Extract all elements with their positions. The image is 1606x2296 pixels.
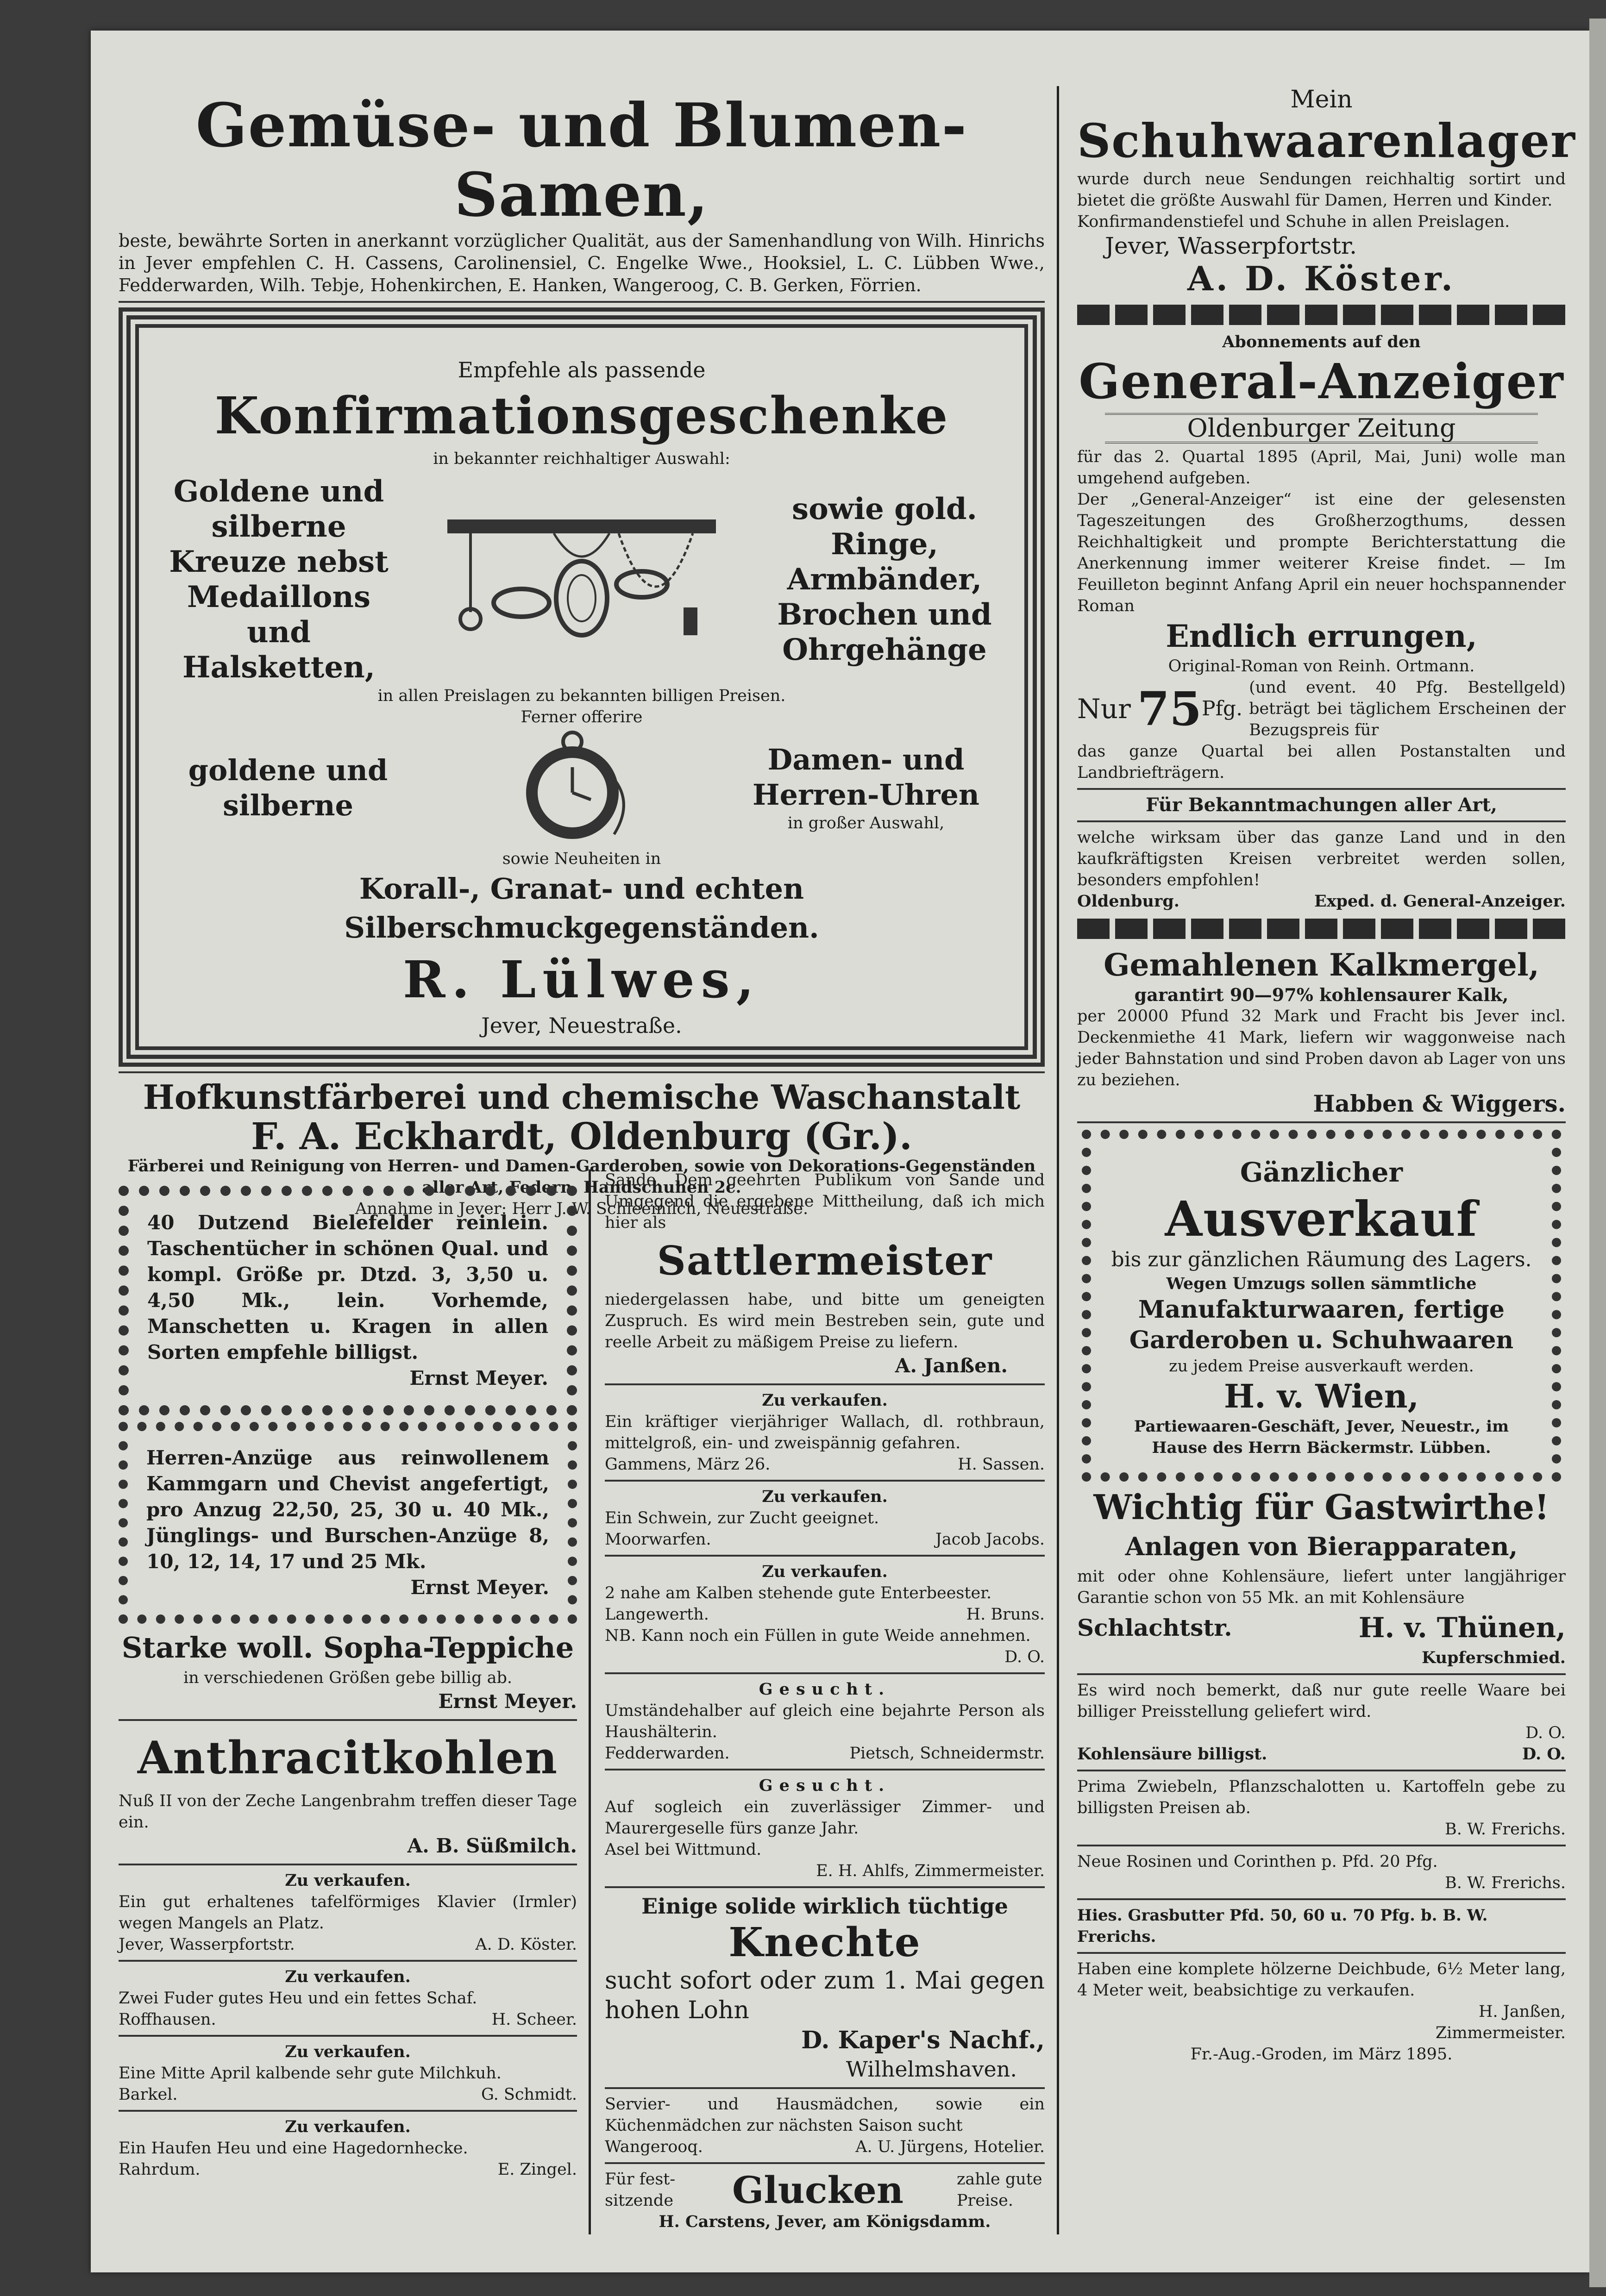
anzeiger-price: 75 <box>1137 682 1202 736</box>
anzeiger-text2: Der „General-Anzeiger“ ist eine der gelesensten Tageszeitungen des Großherzogthums, dessen Reichhaltigkeit und prompte Berichterstattung die Anerkennung immer weiterer Kreise findet. — Im Feuilleton beginnt Anfang April ein neuer hochspannender Roman <box>1077 490 1566 615</box>
glucken-row <box>605 2169 1045 2211</box>
glucken-sig: H. Carstens, Jever, am Königsdamm. <box>659 2212 991 2231</box>
m1-sig: H. Sassen. <box>958 1455 1045 1474</box>
anzeiger-abo: Abonnements auf den <box>1222 332 1421 351</box>
middle-sale-1 <box>605 1390 1045 1475</box>
divider <box>605 1383 1045 1385</box>
samen-title: Gemüse- und Blumen-Samen, <box>195 90 968 230</box>
knechte-text: sucht sofort oder zum 1. Mai gegen hohen Lohn <box>605 1967 1045 2024</box>
samen-ad <box>119 91 1045 296</box>
jewelry-illustration-icon <box>443 510 721 649</box>
left-sale-4 <box>119 2116 577 2180</box>
hotel-footer <box>605 2136 1045 2158</box>
vk3-sig: G. Schmidt. <box>481 2085 577 2104</box>
m3-nbsig: D. O. <box>1004 1648 1045 1666</box>
m2-head: Zu verkaufen. <box>762 1487 888 1506</box>
deichbude-sig: H. Janßen, <box>1479 2002 1566 2021</box>
divider <box>605 2162 1045 2164</box>
divider <box>119 1864 577 1865</box>
vk1-footer <box>119 1934 577 1955</box>
divider <box>119 1719 577 1721</box>
luelwes-name: R. Lülwes, <box>402 950 761 1009</box>
kohlensaeure-ad <box>1077 1744 1566 1765</box>
wien-l4: Manufakturwaaren, fertige Garderoben u. Schuhwaaren <box>1129 1295 1514 1354</box>
luelwes-ad <box>119 307 1045 1067</box>
kalk-ad <box>1077 945 1566 1117</box>
gastwirthe-sig: H. v. Thünen, <box>1358 1612 1566 1644</box>
watch-right-block <box>727 742 1005 834</box>
anzeiger-nur: Nur <box>1077 693 1131 725</box>
eckhardt-title: Hofkunstfärberei und chemische Waschanstalt <box>143 1077 1021 1117</box>
sattler-title: Sattlermeister <box>657 1238 993 1284</box>
meyer-handkerchief-ad <box>119 1186 577 1415</box>
anzeiger-price-row <box>1077 677 1566 741</box>
vk4-place: Rahrdum. <box>119 2160 201 2179</box>
vk1-sig: A. D. Köster. <box>475 1935 577 1954</box>
vk4-footer <box>119 2159 577 2180</box>
anzeiger-author: Original-Roman von Reinh. Ortmann. <box>1168 657 1475 676</box>
sattler-intro: Sande. Dem geehrten Publikum von Sande und Umgegend die ergebene Mittheilung, daß ich mich hier als <box>605 1171 1045 1232</box>
anzeiger-title: General-Anzeiger <box>1079 353 1564 410</box>
anzeiger-pricenote: (und event. 40 Pfg. Bestellgeld) beträgt bei täglichem Erscheinen der Bezugspreis für <box>1249 678 1566 739</box>
meyer1-sig: Ernst Meyer. <box>409 1367 548 1389</box>
watch-left: goldene und silberne <box>188 753 388 822</box>
kohlensaeure-text: Kohlensäure billigst. <box>1077 1745 1267 1764</box>
divider <box>605 1672 1045 1674</box>
kalk-sub: garantirt 90—97% kohlensaurer Kalk, <box>1134 984 1509 1005</box>
m3-nb: NB. Kann noch ein Füllen in gute Weide annehmen. <box>605 1627 1031 1645</box>
wien-ad <box>1082 1130 1561 1482</box>
divider <box>1077 820 1566 822</box>
koester-ad <box>1077 86 1576 298</box>
jewelry-row <box>158 474 1005 685</box>
m4-text: Umständehalber auf gleich eine bejahrte Person als Haushälterin. <box>605 1702 1045 1741</box>
anzeiger-text3: das ganze Quartal bei allen Postanstalten und Landbriefträgern. <box>1077 742 1566 782</box>
teppiche-title: Starke woll. Sopha-Teppiche <box>121 1631 574 1664</box>
koester-text2: Konfirmandenstiefel und Schuhe in allen Preislagen. <box>1077 213 1510 231</box>
hotel-text: Servier- und Hausmädchen, sowie ein Küchenmädchen zur nächsten Saison sucht <box>605 2095 1045 2135</box>
glucken-right: zahle gute Preise. <box>956 2170 1042 2210</box>
luelwes-right-items: sowie gold. Ringe, Armbänder, Brochen und Ohrgehänge <box>777 492 992 667</box>
samen-text: beste, bewährte Sorten in anerkannt vorzüglicher Qualität, aus der Samenhandlung von Wilh. Hinrichs in Jever empfehlen C. H. Cassens, Carolinensiel, C. Engelke Wwe., Hooksiel, L. C. Lübben Wwe., Fedderwarden, Wilh. Tebje, Hohenkirchen, E. Hanken, Wangeroog, C. B. Gerken, Förrien. <box>119 231 1045 295</box>
m5-place: Asel bei Wittmund. <box>605 1840 762 1859</box>
teppiche-sig: Ernst Meyer. <box>438 1690 577 1713</box>
meyer-suits-ad <box>119 1422 577 1624</box>
vk4-text: Ein Haufen Heu und eine Hagedornhecke. <box>119 2139 468 2158</box>
gastwirthe-footer <box>1077 1608 1566 1647</box>
divider <box>605 2087 1045 2089</box>
right-column <box>1077 86 1576 2065</box>
divider <box>1077 1121 1566 1123</box>
kalk-title: Gemahlenen Kalkmergel, <box>1104 947 1539 983</box>
divider <box>1077 1898 1566 1900</box>
sattler-sig: A. Janßen. <box>895 1354 1008 1377</box>
gastwirthe-text: mit oder ohne Kohlensäure, liefert unter langjähriger Garantie schon von 55 Mk. an mit Kohlensäure <box>1077 1567 1566 1607</box>
deichbude-role: Zimmermeister. <box>1435 2024 1566 2042</box>
m1-place: Gammens, März 26. <box>605 1455 771 1474</box>
gastwirthe-role: Kupferschmied. <box>1421 1648 1566 1667</box>
zwiebeln-ad <box>1077 1776 1566 1840</box>
left-sale-2 <box>119 1966 577 2030</box>
koester-text: wurde durch neue Sendungen reichhaltig sortirt und bietet die größte Auswahl für Damen, Herren und Kinder. <box>1077 170 1566 210</box>
divider <box>605 1769 1045 1770</box>
ornamental-bar <box>1077 305 1566 325</box>
vk1-place: Jever, Wasserpfortstr. <box>119 1935 295 1954</box>
knechte-ad <box>605 1893 1045 2083</box>
sattler-ad <box>605 1170 1045 1379</box>
watch-row <box>158 728 1005 848</box>
meyer1-text: 40 Dutzend Bielefelder reinlein. Taschentücher in schönen Qual. und kompl. Größe pr. Dtzd. 3, 3,50 u. 4,50 Mk., lein. Vorhemde, Manschetten u. Kragen in allen Sorten empfehle billigst. <box>147 1211 548 1364</box>
anzeiger-text1: für das 2. Quartal 1895 (April, Mai, Juni) wolle man umgehend aufgeben. <box>1077 448 1566 488</box>
m4-sig: Pietsch, Schneidermstr. <box>849 1744 1045 1763</box>
anzeiger-roman: Endlich errungen, <box>1166 618 1477 654</box>
m2-text: Ein Schwein, zur Zucht geeignet. <box>605 1509 879 1527</box>
divider <box>1077 1952 1566 1954</box>
anzeiger-bek: Für Bekanntmachungen aller Art, <box>1146 794 1497 816</box>
luelwes-left-items: Goldene und silberne Kreuze nebst Medaillons und Halsketten, <box>169 474 389 685</box>
kohlen-sig: A. B. Süßmilch. <box>407 1834 577 1857</box>
meyer2-text: Herren-Anzüge aus reinwollenem Kammgarn und Chevist angefertigt, pro Anzug 22,50, 25, 30 u. 40 Mk., Jünglings- und Burschen-Anzüge 8, 10, 12, 14, 17 und 25 Mk. <box>146 1446 549 1573</box>
deichbude-ad <box>1077 1958 1566 2065</box>
middle-sale-3 <box>605 1561 1045 1668</box>
middle-column <box>605 1170 1045 2233</box>
wien-l6: Partiewaaren-Geschäft, Jever, Neuestr., im Hause des Herrn Bäckermstr. Lübben. <box>1134 1417 1509 1457</box>
kalk-text: per 20000 Pfund 32 Mark und Fracht bis Jever incl. Deckenmiethe 41 Mark, liefern wir waggonweise nach jeder Bahnstation und sind Proben davon ab Lager von uns zu beziehen. <box>1077 1007 1566 1089</box>
newspaper-page <box>91 31 1589 2272</box>
anzeiger-sig: Exped. d. General-Anzeiger. <box>1314 892 1566 911</box>
deichbude-text: Haben eine komplete hölzerne Deichbude, 6½ Meter lang, 4 Meter weit, beabsichtige zu verkaufen. <box>1077 1960 1566 2000</box>
m1-footer <box>605 1454 1045 1475</box>
divider <box>119 2035 577 2037</box>
m4-place: Fedderwarden. <box>605 1744 730 1763</box>
column-rule-right <box>1057 86 1059 2234</box>
divider <box>1077 1770 1566 1771</box>
eckhardt-text: Färberei und Reinigung von Herren- und Damen-Garderoben, sowie von Dekorations-Gegenständen aller Art, Federn, Handschuhen 2c. <box>127 1157 1036 1197</box>
gastwirthe-l1: Anlagen von Bierapparaten, <box>1125 1532 1518 1561</box>
knechte-title: Knechte <box>728 1919 921 1966</box>
eckhardt-annahme: Annahme in Jever: Herr J. W. Schleemilch, Neuestraße. <box>355 1200 809 1218</box>
glucken-ad <box>605 2169 1045 2233</box>
m4-head: Gesucht. <box>759 1680 891 1699</box>
m1-text: Ein kräftiger vierjähriger Wallach, dl. rothbraun, mittelgroß, ein- und zweispännig gefahren. <box>605 1413 1045 1452</box>
zwiebeln-sig: B. W. Frerichs. <box>1445 1820 1566 1839</box>
vk3-head: Zu verkaufen. <box>285 2042 411 2061</box>
gastwirthe-title: Wichtig für Gastwirthe! <box>1093 1488 1550 1527</box>
hotel-ad <box>605 2094 1045 2158</box>
eckhardt-name: F. A. Eckhardt, Oldenburg (Gr.). <box>251 1114 912 1158</box>
wien-name: H. v. Wien, <box>1223 1377 1419 1415</box>
vk2-place: Roffhausen. <box>119 2010 216 2029</box>
anzeiger-pfg: Pfg. <box>1202 697 1243 720</box>
divider <box>1077 1673 1566 1675</box>
m2-place: Moorwarfen. <box>605 1530 711 1549</box>
watch-right: Damen- und Herren-Uhren <box>753 743 979 812</box>
divider <box>119 1071 1045 1073</box>
m4-footer <box>605 1743 1045 1764</box>
m3-text: 2 nahe am Kalben stehende gute Enterbeester. <box>605 1584 992 1602</box>
divider <box>605 1480 1045 1482</box>
vk4-head: Zu verkaufen. <box>285 2117 411 2136</box>
m3-footer <box>605 1604 1045 1625</box>
luelwes-schmuck: Korall-, Granat- und echten Silberschmuckgegenständen. <box>344 872 819 945</box>
anzeiger-sub: Oldenburger Zeitung <box>1105 413 1538 444</box>
luelwes-intro: Empfehle als passende <box>458 357 706 382</box>
kohlen-text: Nuß II von der Zeche Langenbrahm treffen dieser Tage ein. <box>119 1792 577 1832</box>
divider <box>1077 1845 1566 1846</box>
m5-text: Auf sogleich ein zuverlässiger Zimmer- und Maurergeselle fürs ganze Jahr. <box>605 1798 1045 1838</box>
deichbude-place: Fr.-Aug.-Groden, im März 1895. <box>1190 2045 1453 2064</box>
hotel-sig: A. U. Jürgens, Hotelier. <box>855 2138 1045 2156</box>
vk2-sig: H. Scheer. <box>491 2010 577 2029</box>
sattler-text: niedergelassen habe, und bitte um geneigten Zuspruch. Es wird mein Bestreben sein, gute und reelle Arbeit zu mäßigem Preise zu liefern. <box>605 1290 1045 1351</box>
luelwes-title: Konfirmationsgeschenke <box>214 386 949 445</box>
middle-wanted-1 <box>605 1679 1045 1764</box>
vk3-footer <box>119 2084 577 2105</box>
koester-mein: Mein <box>1290 86 1353 113</box>
divider <box>605 1555 1045 1557</box>
adjacent-page-edge <box>1589 19 1606 2287</box>
rosinen-text: Neue Rosinen und Corinthen p. Pfd. 20 Pfg. <box>1077 1852 1438 1871</box>
vk3-text: Eine Mitte April kalbende sehr gute Milchkuh. <box>119 2064 502 2083</box>
luelwes-sub: in bekannter reichhaltiger Auswahl: <box>433 450 730 468</box>
luelwes-prices: in allen Preislagen zu bekannten billigen Preisen. <box>377 687 786 705</box>
gastwirthe-place: Schlachtstr. <box>1077 1614 1232 1641</box>
wien-l3: Wegen Umzugs sollen sämmtliche <box>1166 1274 1477 1293</box>
notice-ad <box>1077 1680 1566 1744</box>
m5-head: Gesucht. <box>759 1776 891 1795</box>
divider <box>119 1960 577 1962</box>
wien-l2: bis zur gänzlichen Räumung des Lagers. <box>1111 1248 1532 1271</box>
vk2-footer <box>119 2009 577 2030</box>
anzeiger-text4: welche wirksam über das ganze Land und in den kaufkräftigsten Kreisen verbreitet werden sollen, besonders empfohlen! <box>1077 828 1566 889</box>
left-sale-3 <box>119 2041 577 2105</box>
vk1-text: Ein gut erhaltenes tafelförmiges Klavier (Irmler) wegen Mangels an Platz. <box>119 1893 577 1933</box>
column-rule-middle <box>589 1170 591 2234</box>
m2-footer <box>605 1529 1045 1550</box>
vk2-text: Zwei Fuder gutes Heu und ein fettes Schaf. <box>119 1989 477 2008</box>
knechte-intro: Einige solide wirklich tüchtige <box>641 1894 1008 1919</box>
kalk-sig: Habben & Wiggers. <box>1313 1090 1566 1117</box>
glucken-left: Für fest-sitzende <box>605 2170 676 2210</box>
luelwes-address: Jever, Neuestraße. <box>481 1013 682 1038</box>
kohlensaeure-sig: D. O. <box>1522 1745 1566 1764</box>
anzeiger-place: Oldenburg. <box>1077 892 1179 911</box>
middle-sale-2 <box>605 1486 1045 1550</box>
m3-head: Zu verkaufen. <box>762 1562 888 1581</box>
wien-title: Ausverkauf <box>1165 1190 1478 1247</box>
vk2-head: Zu verkaufen. <box>285 1967 411 1986</box>
wien-l5: zu jedem Preise ausverkauft werden. <box>1169 1357 1474 1376</box>
divider <box>119 2110 577 2112</box>
glucken-title: Glucken <box>732 2168 904 2212</box>
knechte-place: Wilhelmshaven. <box>846 2057 1017 2082</box>
left-wide-column <box>119 91 1045 1220</box>
teppiche-ad <box>119 1628 577 1714</box>
meyer2-sig: Ernst Meyer. <box>410 1576 549 1599</box>
ornamental-bar <box>1077 919 1566 939</box>
luelwes-ferner: Ferner offerire <box>521 708 643 726</box>
rosinen-sig: B. W. Frerichs. <box>1445 1874 1566 1892</box>
butter-text: Hies. Grasbutter Pfd. 50, 60 u. 70 Pfg. b. B. W. Frerichs. <box>1077 1906 1488 1946</box>
vk4-sig: E. Zingel. <box>497 2160 577 2179</box>
divider <box>605 1886 1045 1888</box>
kohlen-ad <box>119 1726 577 1859</box>
m2-sig: Jacob Jacobs. <box>935 1530 1045 1549</box>
koester-title: Schuhwaarenlager <box>1077 113 1576 168</box>
notice-sig: D. O. <box>1525 1724 1566 1742</box>
notice-text: Es wird noch bemerkt, daß nur gute reelle Waare bei billiger Preisstellung geliefert wird. <box>1077 1681 1566 1721</box>
vk3-place: Barkel. <box>119 2085 178 2104</box>
left-narrow-column <box>119 1186 577 2180</box>
luelwes-neuheiten: sowie Neuheiten in <box>502 850 661 868</box>
divider <box>119 301 1045 303</box>
watch-sub: in großer Auswahl, <box>787 814 945 832</box>
middle-wanted-2 <box>605 1775 1045 1882</box>
divider <box>1077 788 1566 790</box>
hotel-place: Wangerooq. <box>605 2138 703 2156</box>
kohlen-title: Anthracitkohlen <box>137 1732 558 1784</box>
left-sale-1 <box>119 1870 577 1955</box>
koester-sig: A. D. Köster. <box>1187 259 1455 298</box>
rosinen-ad <box>1077 1851 1566 1894</box>
zwiebeln-text: Prima Zwiebeln, Pflanzschalotten u. Kartoffeln gebe zu billigsten Preisen ab. <box>1077 1777 1566 1817</box>
knechte-sig: D. Kaper's Nachf., <box>801 2026 1045 2054</box>
vk1-head: Zu verkaufen. <box>285 1871 411 1890</box>
m5-sig: E. H. Ahlfs, Zimmermeister. <box>816 1862 1045 1880</box>
anzeiger-ad <box>1077 332 1566 912</box>
wien-l1: Gänzlicher <box>1240 1157 1403 1188</box>
m3-sig: H. Bruns. <box>966 1605 1045 1624</box>
teppiche-text: in verschiedenen Größen gebe billig ab. <box>183 1669 513 1687</box>
pocket-watch-icon <box>508 728 637 848</box>
gastwirthe-ad <box>1077 1488 1566 1669</box>
anzeiger-footer <box>1077 891 1566 912</box>
m1-head: Zu verkaufen. <box>762 1391 888 1410</box>
m3-place: Langewerth. <box>605 1605 709 1624</box>
koester-place: Jever, Wasserpfortstr. <box>1105 232 1357 259</box>
